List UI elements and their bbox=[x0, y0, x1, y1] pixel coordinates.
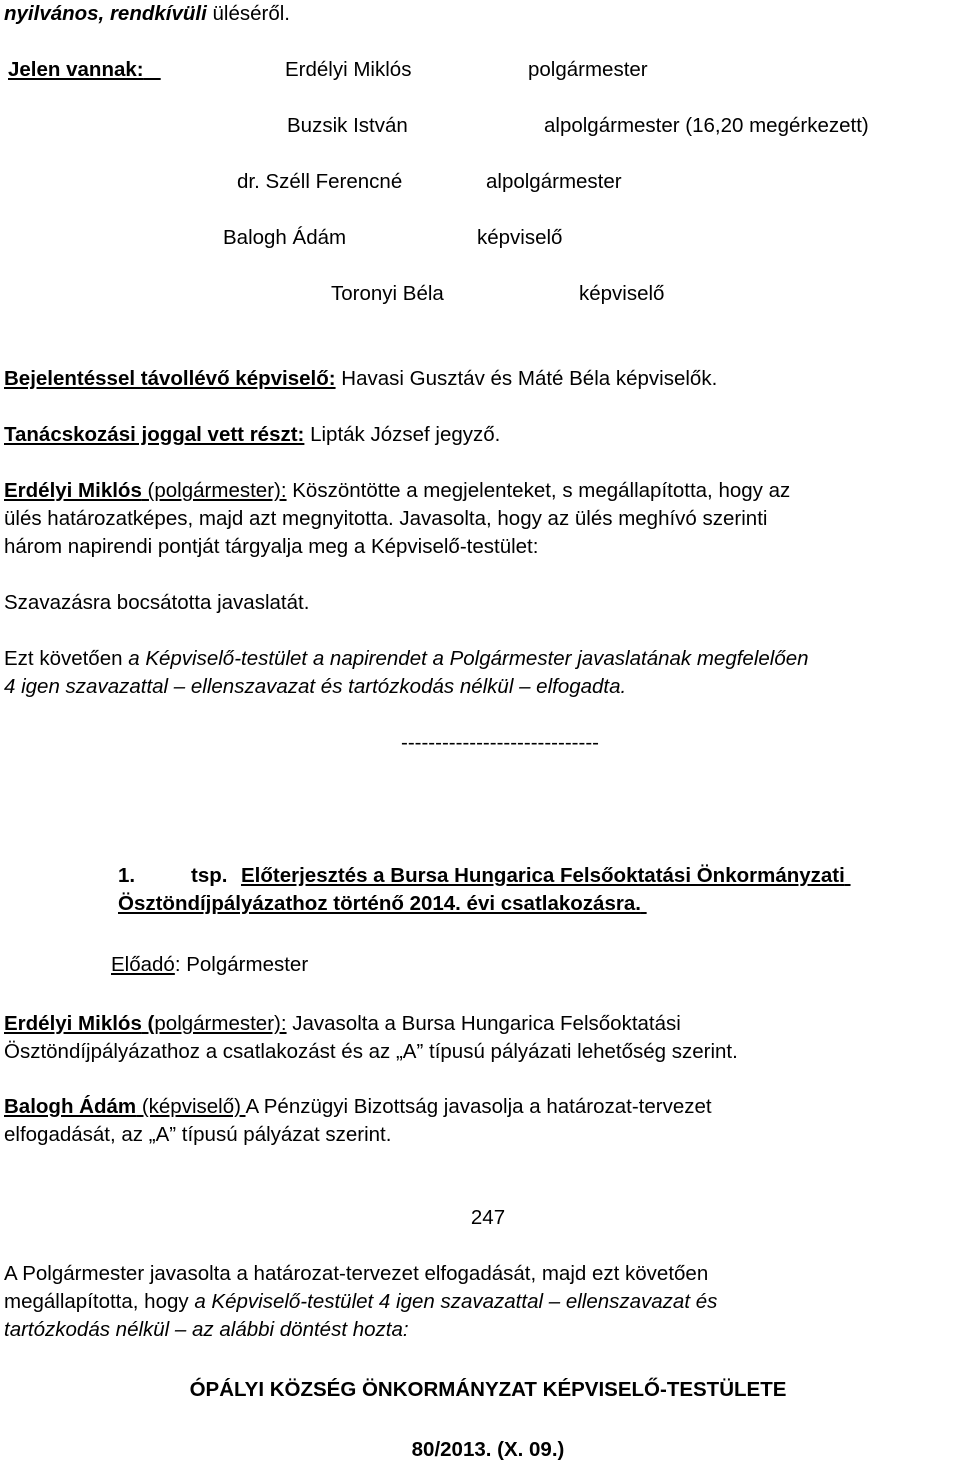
presenter-label: Előadó bbox=[111, 953, 175, 976]
speaker-name: Erdélyi Miklós bbox=[4, 479, 142, 502]
page-number: 247 bbox=[470, 1206, 506, 1229]
speaker-role: polgármester): bbox=[154, 1012, 287, 1035]
opening-line-1: Erdélyi Miklós (polgármester): Köszöntötte a megjelenteket, s megállapította, hogy az bbox=[4, 479, 791, 502]
advisory-text: Lipták József jegyző. bbox=[304, 423, 501, 446]
body-title: ÓPÁLYI KÖZSÉG ÖNKORMÁNYZAT KÉPVISELŐ-TESTÜLETE bbox=[189, 1378, 787, 1401]
agenda-decision-line-2: 4 igen szavazattal – ellenszavazat és tartózkodás nélkül – elfogadta. bbox=[4, 675, 627, 698]
member-name: Toronyi Béla bbox=[331, 282, 444, 305]
absent-label: Bejelentéssel távollévő képviselő: bbox=[4, 367, 336, 390]
committee-line-1: Balogh Ádám (képviselő) A Pénzügyi Bizottság javasolja a határozat-tervezet bbox=[4, 1095, 712, 1118]
advisory-line bbox=[4, 423, 500, 447]
mayor-proposal-line-1: Erdélyi Miklós (polgármester): Javasolta a Bursa Hungarica Felsőoktatási bbox=[4, 1012, 681, 1035]
speaker-role: (képviselő) bbox=[136, 1095, 246, 1118]
item-title-line-2: Ösztöndíjpályázathoz történő 2014. évi csatlakozásra. bbox=[118, 892, 641, 915]
speaker-role: (polgármester): bbox=[141, 479, 287, 502]
presenter: : Polgármester bbox=[174, 953, 309, 976]
member-role: alpolgármester (16,20 megérkezett) bbox=[544, 114, 869, 137]
member-role: polgármester bbox=[528, 58, 648, 81]
member-name: Erdélyi Miklós bbox=[285, 58, 412, 81]
agenda-decision-line-1: Ezt követően a Képviselő-testület a napirendet a Polgármester javaslatának megfelelően bbox=[4, 647, 809, 670]
presenter-line bbox=[111, 953, 308, 977]
member-role: képviselő bbox=[477, 226, 563, 249]
item-number: 1. bbox=[118, 864, 136, 887]
member-name: Buzsik István bbox=[287, 114, 408, 137]
separator: ----------------------------- bbox=[401, 731, 599, 754]
header-line bbox=[4, 2, 290, 26]
item-title-line-1: Előterjesztés a Bursa Hungarica Felsőoktatási Önkormányzati bbox=[241, 864, 845, 887]
committee-line-2: elfogadását, az „A” típusú pályázat szerint. bbox=[4, 1123, 392, 1146]
resolution-number: 80/2013. (X. 09.) bbox=[411, 1438, 565, 1461]
speaker-name: Balogh Ádám bbox=[4, 1095, 137, 1118]
present-label: Jelen vannak: bbox=[8, 58, 144, 81]
decision-line-1: A Polgármester javasolta a határozat-tervezet elfogadását, majd ezt követően bbox=[4, 1262, 709, 1285]
speaker-name: Erdélyi Miklós bbox=[4, 1012, 142, 1035]
member-role: alpolgármester bbox=[486, 170, 622, 193]
opening-line-3: három napirendi pontját tárgyalja meg a Képviselő-testület: bbox=[4, 535, 539, 558]
decision-line-2: megállapította, hogy a Képviselő-testület 4 igen szavazattal – ellenszavazat és bbox=[4, 1290, 718, 1313]
member-role: képviselő bbox=[579, 282, 665, 305]
session-type: nyilvános, rendkívüli bbox=[4, 2, 207, 25]
absent-text: Havasi Gusztáv és Máté Béla képviselők. bbox=[335, 367, 718, 390]
vote-call: Szavazásra bocsátotta javaslatát. bbox=[4, 591, 310, 614]
absent-line bbox=[4, 367, 717, 391]
item-tsp: tsp. bbox=[191, 864, 228, 887]
advisory-label: Tanácskozási joggal vett részt: bbox=[4, 423, 305, 446]
member-name: dr. Széll Ferencné bbox=[237, 170, 403, 193]
session-suffix: üléséről. bbox=[206, 2, 290, 25]
mayor-proposal-line-2: Ösztöndíjpályázathoz a csatlakozást és az „A” típusú pályázati lehetőség szerint. bbox=[4, 1040, 738, 1063]
decision-line-3: tartózkodás nélkül – az alábbi döntést hozta: bbox=[4, 1318, 409, 1341]
member-name: Balogh Ádám bbox=[223, 226, 347, 249]
opening-line-2: ülés határozatképes, majd azt megnyitotta. Javasolta, hogy az ülés meghívó szerinti bbox=[4, 507, 768, 530]
